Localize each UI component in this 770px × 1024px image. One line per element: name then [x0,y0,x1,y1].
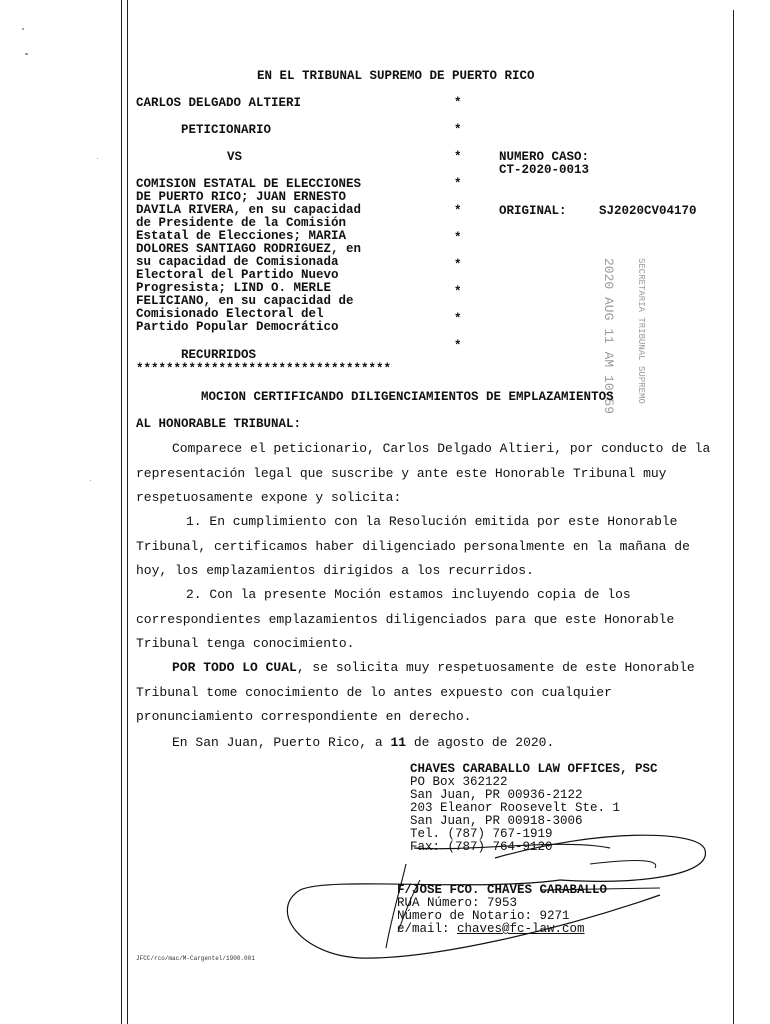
case-number: CT-2020-0013 [499,163,590,177]
notary-number: Número de Notario: 9271 [397,909,570,923]
paragraph-2-text: 2. Con la presente Moción estamos incluyendo copia de los correspondientes emplazamientos diligenciados para que este Honorable Tribunal tenga conocimiento. [136,587,675,651]
respondent-line: DE PUERTO RICO; JUAN ERNESTO [136,190,347,204]
date-day: 11 [390,735,407,750]
motion-title: MOCION CERTIFICANDO DILIGENCIAMIENTOS DE EMPLAZAMIENTOS [201,390,614,404]
case-number-label: NUMERO CASO: [499,150,590,164]
respondent-line: Progresista; LIND O. MERLE [136,281,332,295]
court-header: EN EL TRIBUNAL SUPREMO DE PUERTO RICO [257,69,535,83]
caption-asterisk: * [454,123,462,137]
stamp-office: SECRETARIA TRIBUNAL SUPREMO [636,258,646,404]
date-prefix: En San Juan, Puerto Rico, a [172,735,391,750]
respondent-line: FELICIANO, en su capacidad de [136,294,354,308]
respondent-line: Comisionado Electoral del [136,307,324,321]
caption-asterisk: * [454,258,462,272]
caption-asterisk: * [454,96,462,110]
attorney-name: F/JOSE FCO. CHAVES CARABALLO [397,883,608,897]
phone-line: Tel. (787) 767-1919 [410,827,553,841]
caption-asterisk: * [454,339,462,353]
email-link[interactable]: chaves@fc-law.com [457,922,585,936]
respondent-line: DAVILA RIVERA, en su capacidad [136,203,362,217]
caption-asterisk: * [454,177,462,191]
address-line: 203 Eleanor Roosevelt Ste. 1 [410,801,621,815]
caption-asterisk: * [454,204,462,218]
conclusion-text: , se solicita muy respetuosamente de este Honorable Tribunal tome conocimiento de lo antes expuesto con cualquier pronunciamiento correspondiente en derecho. [136,660,695,724]
firm-name: CHAVES CARABALLO LAW OFFICES, PSC [410,762,658,776]
intro-text: Comparece el peticionario, Carlos Delgado Altieri, por conducto de la representación legal que suscribe y ante este Honorable Tribunal muy respetuosamente expone y solicita: [136,441,711,505]
paragraph-1-text: 1. En cumplimiento con la Resolución emitida por este Honorable Tribunal, certificamos haber diligenciado personalmente en la mañana de hoy, los emplazamientos dirigidos a los recurridos. [136,514,690,578]
versus-label: VS [227,150,243,164]
caption-asterisk: * [454,312,462,326]
caption-asterisk: * [454,150,462,164]
respondents-role: RECURRIDOS [181,348,257,362]
respondent-line: COMISION ESTATAL DE ELECCIONES [136,177,362,191]
original-label: ORIGINAL: [499,204,567,218]
address-line: San Juan, PR 00936-2122 [410,788,583,802]
respondent-line: Electoral del Partido Nuevo [136,268,339,282]
caption-divider: ********************************** [136,362,392,376]
date-suffix: de agosto de 2020. [406,735,555,750]
fax-line: Fax: (787) 764-9120 [410,840,553,854]
caption-asterisk: * [454,231,462,245]
salutation: AL HONORABLE TRIBUNAL: [136,417,302,431]
respondent-line: DOLORES SANTIAGO RODRIGUEZ, en [136,242,362,256]
respondent-line: Estatal de Elecciones; MARIA [136,229,347,243]
email-label: e/mail: [397,922,458,936]
respondent-line: de Presidente de la Comisión [136,216,347,230]
address-line: San Juan, PR 00918-3006 [410,814,583,828]
rua-number: RUA Número: 7953 [397,896,518,910]
address-line: PO Box 362122 [410,775,508,789]
petitioner-name: CARLOS DELGADO ALTIERI [136,96,302,110]
stamp-date: 2020 AUG 11 AM 10:59 [601,258,616,415]
respondent-line: su capacidad de Comisionada [136,255,339,269]
respondent-line: Partido Popular Democrático [136,320,339,334]
conclusion-lead: POR TODO LO CUAL [172,660,297,675]
caption-asterisk: * [454,285,462,299]
original-number: SJ2020CV04170 [599,204,697,218]
petitioner-role: PETICIONARIO [181,123,272,137]
footer-reference: JFCC/rco/mac/M-Cargentel/1900.001 [136,955,255,962]
